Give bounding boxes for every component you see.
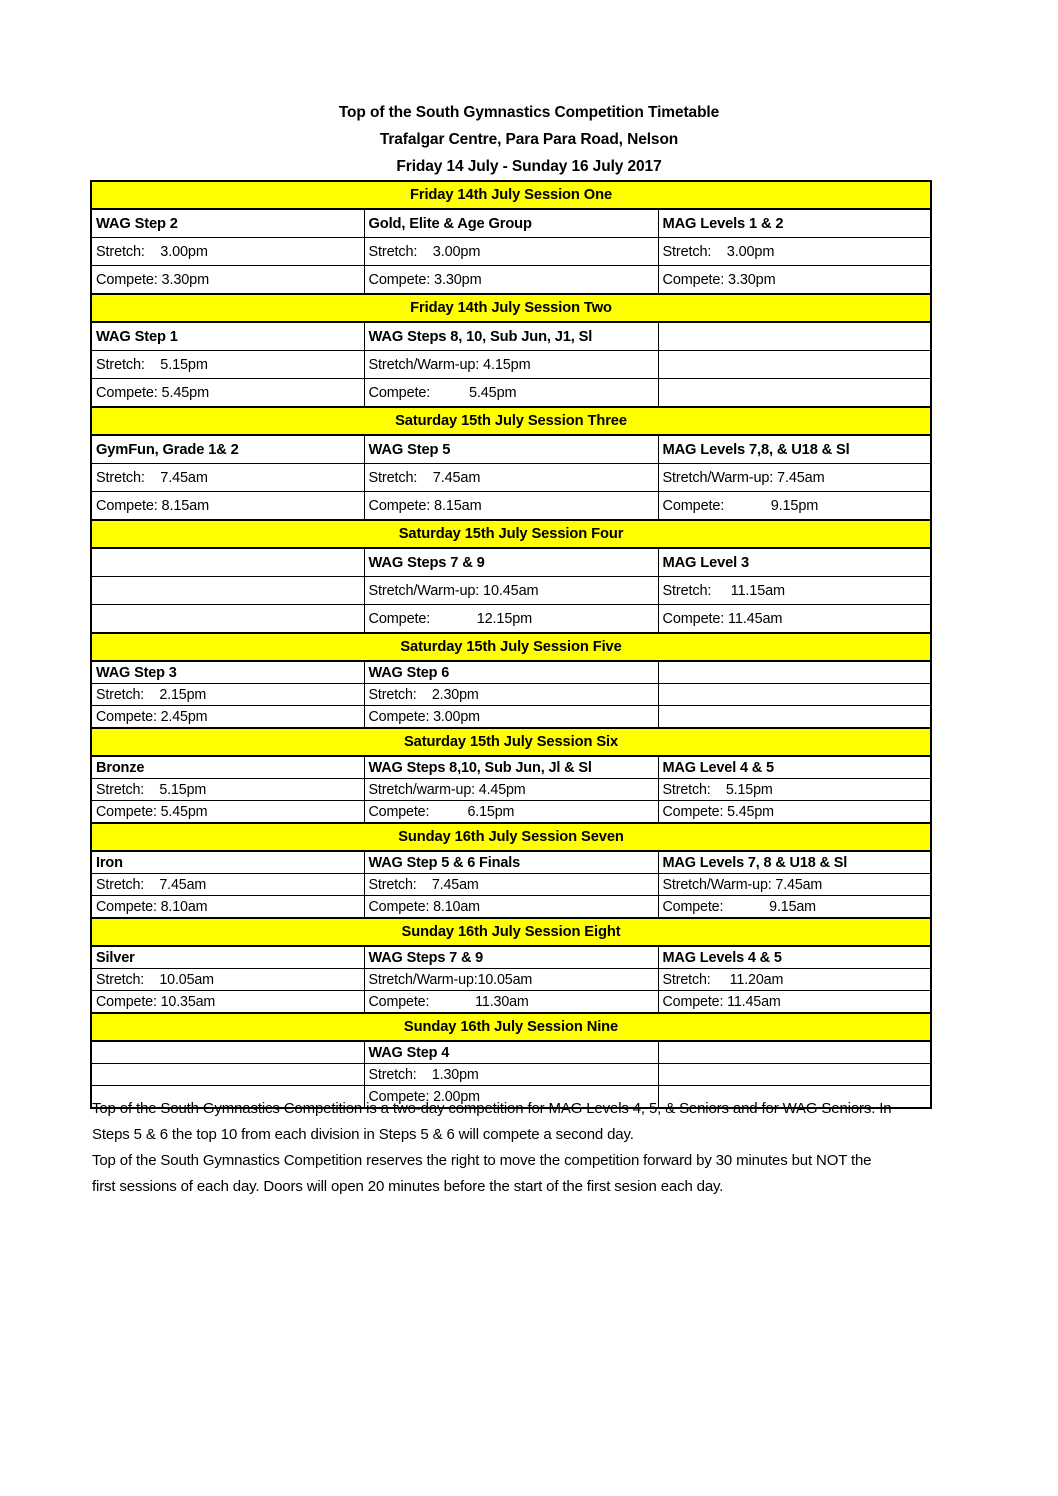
compete-cell: Compete: 5.45pm: [364, 379, 658, 408]
group-cell: WAG Step 5 & 6 Finals: [364, 851, 658, 874]
stretch-cell: Stretch: 7.45am: [364, 874, 658, 896]
group-cell: Gold, Elite & Age Group: [364, 209, 658, 238]
compete-cell: Compete: 3.30pm: [91, 266, 364, 295]
session-banner-label: Sunday 16th July Session Eight: [91, 918, 931, 946]
compete-cell: Compete: 8.10am: [91, 896, 364, 919]
compete-cell: Compete: 5.45pm: [91, 801, 364, 824]
compete-row: [91, 991, 931, 1014]
session-banner-row: [91, 918, 931, 946]
group-cell: WAG Steps 8,10, Sub Jun, Jl & Sl: [364, 756, 658, 779]
compete-cell: Compete: 8.15am: [91, 492, 364, 521]
compete-row: [91, 801, 931, 824]
group-cell: WAG Steps 8, 10, Sub Jun, J1, Sl: [364, 322, 658, 351]
group-cell: WAG Step 6: [364, 661, 658, 684]
compete-cell: Compete: 11.30am: [364, 991, 658, 1014]
session-banner-label: Friday 14th July Session One: [91, 181, 931, 209]
group-cell: MAG Level 3: [658, 548, 931, 577]
document-heading: [0, 99, 1058, 180]
compete-cell: Compete: 2.00pm: [364, 1086, 658, 1109]
note-paragraph-2: Top of the South Gymnastics Competition reserves the right to move the competition forward by 30 minutes but NOT the first sessions of each day. Doors will open 20 minutes before the start of the first sesion each day.: [92, 1152, 872, 1195]
stretch-cell: Stretch: 2.15pm: [91, 684, 364, 706]
group-row: [91, 946, 931, 969]
note-paragraph-1: Top of the South Gymnastics Competition is a two-day competition for MAG Levels 4, 5, & Seniors and for WAG Seniors. In Steps 5 & 6 the top 10 from each division in Steps 5 & 6 will compete a second day.: [92, 1100, 892, 1143]
group-cell: Iron: [91, 851, 364, 874]
stretch-cell: Stretch: 7.45am: [91, 874, 364, 896]
session-banner-row: [91, 1013, 931, 1041]
group-cell: WAG Step 2: [91, 209, 364, 238]
stretch-cell: Stretch: 3.00pm: [364, 238, 658, 266]
group-cell: [658, 1041, 931, 1064]
group-cell: MAG Levels 7,8, & U18 & Sl: [658, 435, 931, 464]
group-cell: [91, 548, 364, 577]
session-banner-row: [91, 181, 931, 209]
compete-cell: Compete: 3.00pm: [364, 706, 658, 729]
date-range-line: Friday 14 July - Sunday 16 July 2017: [396, 158, 662, 175]
compete-cell: [658, 379, 931, 408]
compete-cell: Compete: 2.45pm: [91, 706, 364, 729]
stretch-cell: Stretch/Warm-up: 7.45am: [658, 874, 931, 896]
compete-cell: Compete: 10.35am: [91, 991, 364, 1014]
group-cell: WAG Step 5: [364, 435, 658, 464]
session-banner-row: [91, 407, 931, 435]
compete-cell: Compete: 8.10am: [364, 896, 658, 919]
compete-row: [91, 605, 931, 634]
stretch-cell: [91, 1064, 364, 1086]
session-banner-row: [91, 520, 931, 548]
stretch-cell: Stretch/Warm-up: 7.45am: [658, 464, 931, 492]
stretch-cell: Stretch/Warm-up:10.05am: [364, 969, 658, 991]
session-banner-label: Sunday 16th July Session Seven: [91, 823, 931, 851]
stretch-cell: Stretch: 2.30pm: [364, 684, 658, 706]
stretch-cell: Stretch: 7.45am: [364, 464, 658, 492]
compete-cell: Compete: 3.30pm: [658, 266, 931, 295]
stretch-cell: Stretch: 5.15pm: [91, 351, 364, 379]
group-row: [91, 1041, 931, 1064]
group-row: [91, 851, 931, 874]
compete-cell: Compete: 11.45am: [658, 605, 931, 634]
stretch-cell: [658, 1064, 931, 1086]
stretch-cell: Stretch/warm-up: 4.45pm: [364, 779, 658, 801]
group-cell: GymFun, Grade 1& 2: [91, 435, 364, 464]
compete-cell: Compete: 9.15am: [658, 896, 931, 919]
group-cell: [91, 1041, 364, 1064]
group-cell: MAG Level 4 & 5: [658, 756, 931, 779]
session-banner-label: Friday 14th July Session Two: [91, 294, 931, 322]
group-row: [91, 661, 931, 684]
compete-cell: Compete: 6.15pm: [364, 801, 658, 824]
group-row: [91, 209, 931, 238]
compete-cell: Compete: 5.45pm: [91, 379, 364, 408]
compete-cell: Compete: 11.45am: [658, 991, 931, 1014]
session-banner-row: [91, 823, 931, 851]
stretch-row: [91, 464, 931, 492]
stretch-row: [91, 577, 931, 605]
group-row: [91, 435, 931, 464]
compete-cell: [91, 605, 364, 634]
group-cell: MAG Levels 4 & 5: [658, 946, 931, 969]
stretch-cell: Stretch: 11.20am: [658, 969, 931, 991]
group-cell: MAG Levels 1 & 2: [658, 209, 931, 238]
footer-notes: [92, 1096, 892, 1200]
group-cell: WAG Step 4: [364, 1041, 658, 1064]
page-title: Top of the South Gymnastics Competition Timetable: [338, 104, 720, 121]
session-banner-label: Saturday 15th July Session Three: [91, 407, 931, 435]
compete-cell: [658, 706, 931, 729]
session-banner-label: Saturday 15th July Session Five: [91, 633, 931, 661]
stretch-cell: Stretch/Warm-up: 10.45am: [364, 577, 658, 605]
stretch-cell: Stretch/Warm-up: 4.15pm: [364, 351, 658, 379]
stretch-cell: [658, 684, 931, 706]
group-cell: WAG Step 3: [91, 661, 364, 684]
group-row: [91, 548, 931, 577]
session-banner-row: [91, 294, 931, 322]
stretch-cell: [658, 351, 931, 379]
stretch-cell: Stretch: 10.05am: [91, 969, 364, 991]
group-cell: MAG Levels 7, 8 & U18 & Sl: [658, 851, 931, 874]
stretch-cell: Stretch: 3.00pm: [658, 238, 931, 266]
group-cell: WAG Steps 7 & 9: [364, 946, 658, 969]
stretch-cell: Stretch: 11.15am: [658, 577, 931, 605]
session-banner-label: Saturday 15th July Session Four: [91, 520, 931, 548]
compete-cell: Compete: 8.15am: [364, 492, 658, 521]
stretch-cell: Stretch: 7.45am: [91, 464, 364, 492]
stretch-row: [91, 1064, 931, 1086]
stretch-row: [91, 238, 931, 266]
group-cell: WAG Steps 7 & 9: [364, 548, 658, 577]
group-cell: WAG Step 1: [91, 322, 364, 351]
group-row: [91, 756, 931, 779]
compete-row: [91, 492, 931, 521]
stretch-cell: Stretch: 5.15pm: [658, 779, 931, 801]
compete-row: [91, 896, 931, 919]
compete-cell: Compete: 9.15pm: [658, 492, 931, 521]
stretch-row: [91, 684, 931, 706]
session-banner-row: [91, 633, 931, 661]
stretch-row: [91, 969, 931, 991]
group-cell: Bronze: [91, 756, 364, 779]
stretch-cell: [91, 577, 364, 605]
group-cell: [658, 322, 931, 351]
compete-cell: Compete: 5.45pm: [658, 801, 931, 824]
stretch-cell: Stretch: 3.00pm: [91, 238, 364, 266]
group-cell: [658, 661, 931, 684]
group-row: [91, 322, 931, 351]
stretch-cell: Stretch: 1.30pm: [364, 1064, 658, 1086]
stretch-row: [91, 874, 931, 896]
venue-line: Trafalgar Centre, Para Para Road, Nelson: [379, 131, 679, 148]
group-cell: Silver: [91, 946, 364, 969]
stretch-cell: Stretch: 5.15pm: [91, 779, 364, 801]
stretch-row: [91, 351, 931, 379]
session-banner-row: [91, 728, 931, 756]
session-banner-label: Sunday 16th July Session Nine: [91, 1013, 931, 1041]
stretch-row: [91, 779, 931, 801]
session-banner-label: Saturday 15th July Session Six: [91, 728, 931, 756]
timetable-body: [91, 181, 931, 1108]
compete-row: [91, 379, 931, 408]
compete-row: [91, 706, 931, 729]
compete-cell: Compete: 3.30pm: [364, 266, 658, 295]
compete-row: [91, 266, 931, 295]
competition-timetable: [90, 180, 932, 1109]
compete-cell: Compete: 12.15pm: [364, 605, 658, 634]
